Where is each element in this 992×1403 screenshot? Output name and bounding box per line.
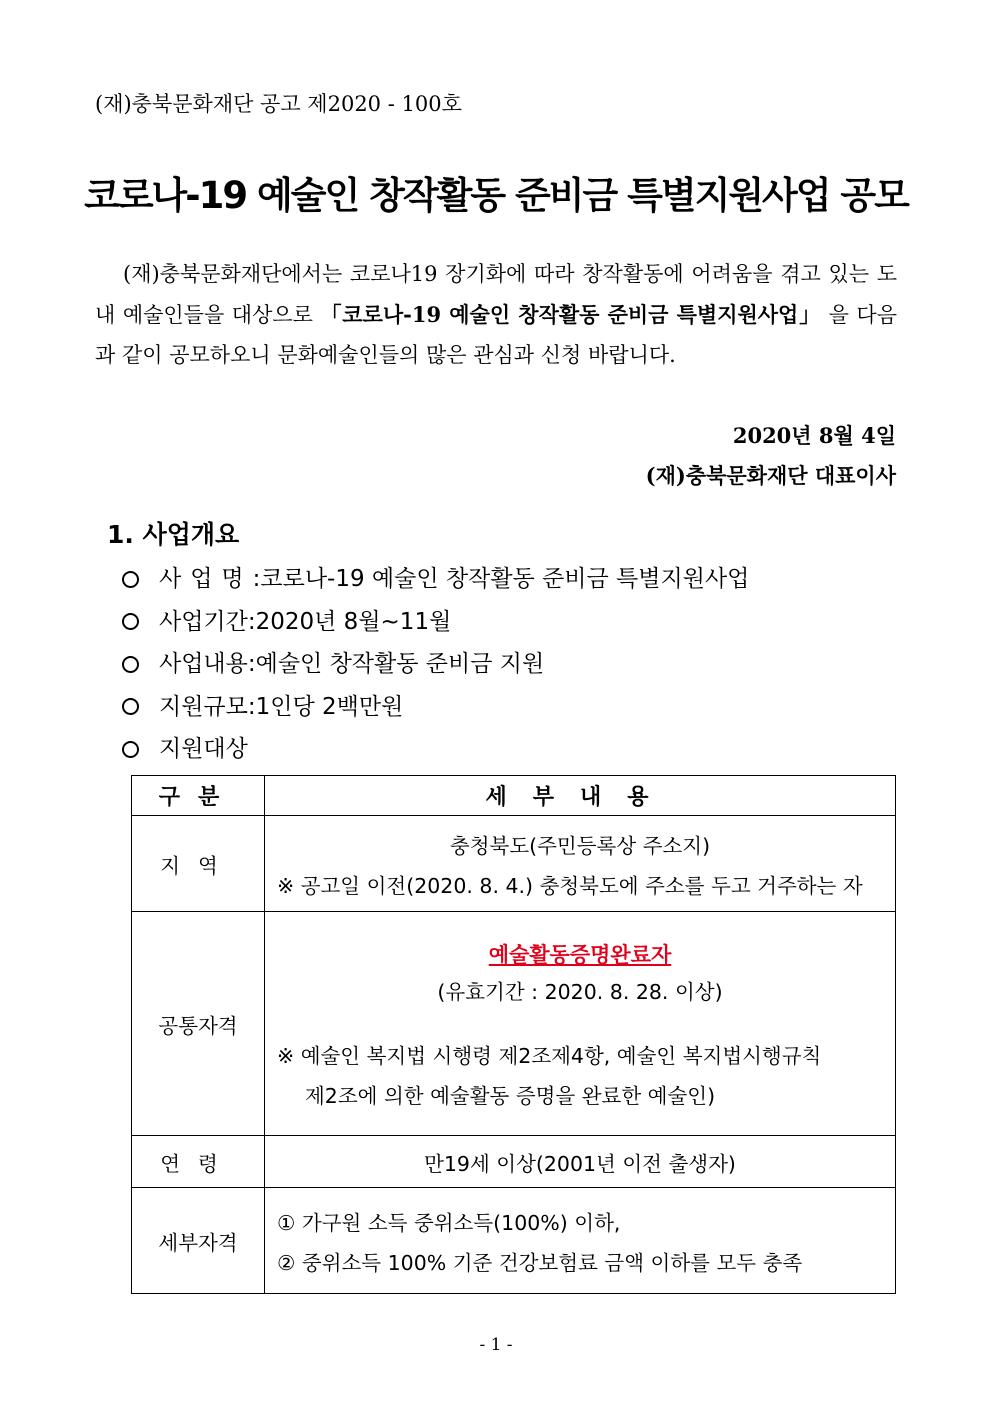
intro-paragraph xyxy=(95,254,897,376)
notice-number: (재)충북문화재단 공고 제2020 - 100호 xyxy=(95,92,462,116)
item-sep: : xyxy=(247,693,256,720)
detail-details xyxy=(265,1188,896,1294)
item-label: 사업기간 xyxy=(159,608,248,635)
validity-text: (유효기간 : 2020. 8. 28. 이상) xyxy=(437,979,723,1004)
common-details xyxy=(265,912,896,1136)
circle-bullet-icon xyxy=(122,741,139,758)
age-value: 만19세 이상(2001년 이전 출생자) xyxy=(265,1136,896,1188)
item-sep: : xyxy=(247,608,256,635)
table-header-row xyxy=(132,776,896,816)
item-value: 2020년 8월~11월 xyxy=(255,608,452,635)
overview-list xyxy=(122,558,749,771)
table-row xyxy=(132,1188,896,1294)
signature-org: (재)충북문화재단 대표이사 xyxy=(645,463,896,488)
circle-bullet-icon xyxy=(122,571,139,588)
list-item xyxy=(122,643,749,686)
page-number: - 1 - xyxy=(479,1335,513,1355)
region-line1: 충청북도(주민등록상 주소지) xyxy=(449,833,711,858)
list-item xyxy=(122,686,749,729)
list-item xyxy=(122,601,749,644)
row-label-detail: 세부자격 xyxy=(132,1188,265,1294)
region-note: ※ 공고일 이전(2020. 8. 4.) 충청북도에 주소를 두고 거주하는 자 xyxy=(277,873,863,898)
intro-project-name: 「코로나-19 예술인 창작활동 준비금 특별지원사업」 xyxy=(320,301,822,327)
page-title: 코로나-19 예술인 창작활동 준비금 특별지원사업 공모 xyxy=(84,174,908,217)
item-value: 1인당 2백만원 xyxy=(255,693,404,720)
item-label: 지원대상 xyxy=(159,736,248,762)
table-row xyxy=(132,816,896,912)
column-header-category: 구분 xyxy=(132,776,265,816)
table-row xyxy=(132,912,896,1136)
section-heading: 1. 사업개요 xyxy=(107,520,240,549)
list-item xyxy=(122,558,749,601)
intro-text-part2: 을 다음과 같이 공모하오니 문화예술인들의 많은 관심과 신청 바랍니다. xyxy=(95,302,897,367)
eligibility-table xyxy=(131,775,896,1294)
common-note-line2: 제2조에 의한 예술활동 증명을 완료한 예술인) xyxy=(305,1083,716,1108)
circle-bullet-icon xyxy=(122,613,139,630)
table-row xyxy=(132,1136,896,1188)
column-header-details: 세부내용 xyxy=(265,776,896,816)
row-label-common: 공통자격 xyxy=(132,912,265,1136)
circle-bullet-icon xyxy=(122,698,139,715)
item-sep: : xyxy=(247,651,256,677)
item-label: 지원규모 xyxy=(159,693,248,720)
item-value: 코로나-19 예술인 창작활동 준비금 특별지원사업 xyxy=(260,566,750,592)
item-value: 예술인 창작활동 준비금 지원 xyxy=(255,651,545,677)
intro-text-part1: (재)충북문화재단에서는 코로나19 장기화에 따라 창작활동에 어려움을 겪고 있는 도내 예술인들을 대상으로 xyxy=(95,262,897,327)
item-sep: : xyxy=(252,566,261,592)
item-label: 사업내용 xyxy=(159,651,248,677)
list-item xyxy=(122,728,749,771)
detail-item1: ① 가구원 소득 중위소득(100%) 이하, xyxy=(277,1210,621,1235)
item-label: 사업명 xyxy=(159,566,253,592)
circle-bullet-icon xyxy=(122,656,139,673)
detail-item2: ② 중위소득 100% 기준 건강보험료 금액 이하를 모두 충족 xyxy=(277,1250,803,1275)
row-label-age: 연령 xyxy=(132,1136,265,1188)
common-note-line1: ※ 예술인 복지법 시행령 제2조제4항, 예술인 복지법시행규칙 xyxy=(277,1043,822,1068)
region-details xyxy=(265,816,896,912)
notice-date: 2020년 8월 4일 xyxy=(732,423,896,448)
row-label-region: 지역 xyxy=(132,816,265,912)
highlight-text: 예술활동증명완료자 xyxy=(488,941,672,967)
